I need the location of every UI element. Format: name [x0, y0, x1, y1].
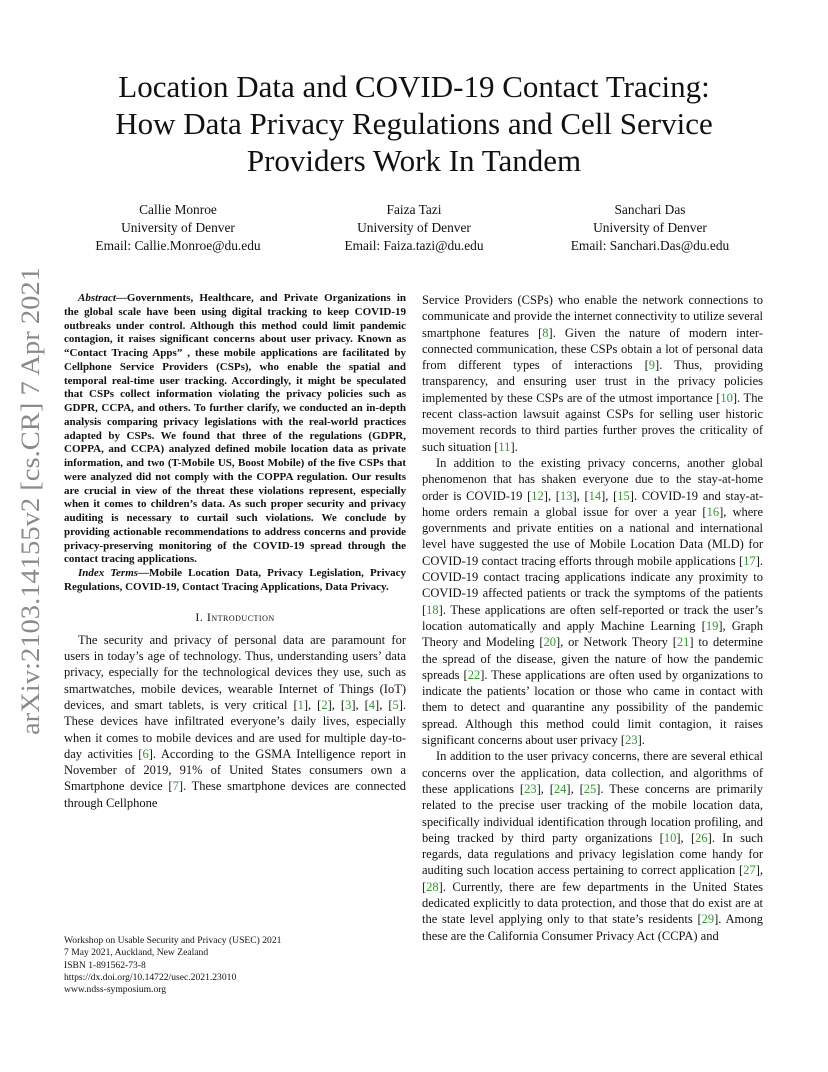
citation-link[interactable]: 12 — [531, 488, 544, 503]
citation-link[interactable]: 1 — [297, 697, 304, 712]
index-terms-label: Index Terms — [78, 567, 139, 579]
citation-link[interactable]: 28 — [426, 879, 439, 894]
citation-link[interactable]: 10 — [663, 830, 677, 845]
citation-link[interactable]: 9 — [648, 358, 656, 373]
citation-link[interactable]: 21 — [676, 635, 690, 650]
venue-footnote — [64, 935, 406, 996]
intro-paragraph-2: Service Providers (CSPs) who enable the network connections to communicate and provide the internet connectivity to utilize several smartphone features [8]. Given the nature of modern inter-connected communication, these CSPs obtain a lot of personal data from different types of interactions [9]. Thus, providing transparency, and ensuring user trust in the privacy policies implemented by these CSPs are of the utmost importance [10]. The recent class-action lawsuit against CSPs for selling user historic movement records to third parties further proves the criticality of such situation [11]. — [422, 293, 763, 454]
intro-paragraph-4: In addition to the user privacy concerns, there are several ethical concerns over the application, data collection, and algorithms of these applications [23], [24], [25]. These concerns are primarily related to the precise user tracking of the mobile location data, specifically individual identification through location profiling, and being tracked by third party organizations [10], [26]. In such regards, data regulations and privacy legislation come handy for auditing such location access pertaining to correct application [27], [28]. Currently, there are few departments in the United States dedicated explicitly to data protection, and those that do exist are at the state level applying only to that state’s residents [29]. Among these are the California Consumer Privacy Act (CCPA) and — [422, 749, 764, 943]
left-column — [64, 292, 406, 811]
title-line-2: How Data Privacy Regulations and Cell Service — [115, 106, 713, 141]
abstract — [64, 292, 406, 567]
citation-link[interactable]: 17 — [743, 553, 756, 568]
right-column — [422, 292, 763, 944]
author-affiliation: University of Denver — [357, 220, 471, 235]
intro-paragraph-1: The security and privacy of personal data are paramount for users in today’s age of technology. Thus, understanding users’ data privacy, especially for the technological devices they use, such as smartwatches, mobile devices, wearable Internet of Things (IoT) devices, and smart tablets, is very critical [1], [2], [3], [4], [5]. These devices have infiltrated everyone’s daily lives, especially when it comes to mobile devices and are used for multiple day-to-day activities [6]. According to the GSMA Intelligence report in November of 2019, 91% of United States consumers own a Smartphone device [7]. These smartphone devices are connected through Cellphone — [64, 632, 407, 810]
citation-link[interactable]: 13 — [559, 488, 573, 503]
footnote-line: ISBN 1-891562-73-8 — [64, 959, 146, 971]
footnote-doi-link[interactable]: https://dx.doi.org/10.14722/usec.2021.23010 — [64, 971, 237, 983]
citation-link[interactable]: 10 — [720, 390, 733, 405]
abstract-text: —Governments, Healthcare, and Private Organizations in the global scale have been using digital tracking to keep COVID-19 outbreaks under control. Although this method could limit pandemic contagion, it raises significant concerns about user privacy. Known as “Contact Tracing Apps” , these mobile applications are facilitated by Cellphone Service Providers (CSPs), who enable the spatial and temporal real-time user tracking. Accordingly, it might be speculated that CSPs collect information violating the privacy policies such as GDPR, CCPA, and others. To further clarify, we conducted an in-depth analysis comparing privacy legislations with the real-world practices adapted by CSPs. We found that three of the regulations (GDPR, COPPA, and CCPA) analyzed defined mobile location data as private information, and two (T-Mobile US, Boost Mobile) of the five CSPs that were analyzed did not comply with the COPPA regulation. Our results are crucial in view of the threat these violations represent, especially when it comes to children’s data. As such proper security and privacy auditing is necessary to curtail such violations. We conclude by providing actionable recommendations to address concerns and provide privacy-preserving monitoring of the COVID-19 spread through the contact tracing applications. — [64, 292, 406, 566]
title-line-3: Providers Work In Tandem — [246, 143, 582, 178]
citation-link[interactable]: 25 — [583, 781, 597, 796]
author-block — [60, 201, 768, 255]
citation-link[interactable]: 24 — [553, 781, 567, 796]
citation-link[interactable]: 19 — [705, 618, 719, 633]
citation-link[interactable]: 14 — [588, 488, 602, 503]
citation-link[interactable]: 18 — [426, 602, 439, 617]
citation-link[interactable]: 20 — [543, 635, 556, 650]
author-name: Sanchari Das — [614, 202, 686, 217]
arxiv-stamp — [8, 265, 48, 735]
author-3 — [532, 201, 768, 255]
citation-link[interactable]: 29 — [701, 912, 715, 927]
author-2 — [296, 201, 532, 255]
index-terms-text: —Mobile Location Data, Privacy Legislation, Privacy Regulations, COVID-19, Contact Tracing Applications, Data Privacy. — [64, 567, 406, 593]
section-heading-introduction — [64, 609, 406, 625]
author-email: Email: Faiza.tazi@du.edu — [344, 238, 484, 253]
index-terms — [64, 567, 406, 595]
citation-link[interactable]: 11 — [498, 439, 511, 454]
author-affiliation: University of Denver — [593, 220, 707, 235]
citation-link[interactable]: 22 — [467, 667, 481, 682]
citation-link[interactable]: 23 — [625, 733, 638, 748]
footnote-line: Workshop on Usable Security and Privacy (USEC) 2021 — [64, 935, 282, 946]
citation-link[interactable]: 2 — [321, 697, 328, 712]
citation-link[interactable]: 5 — [392, 697, 399, 712]
citation-link[interactable]: 3 — [345, 697, 352, 712]
author-1 — [60, 201, 296, 255]
footnote-website-link[interactable]: www.ndss-symposium.org — [64, 984, 167, 996]
citation-link[interactable]: 27 — [743, 863, 756, 878]
section-title: Introduction — [206, 609, 275, 624]
author-name: Faiza Tazi — [386, 202, 442, 217]
intro-paragraph-3: In addition to the existing privacy concerns, another global phenomenon that has shaken everyone due to the stay-at-home order is COVID-19 [12], [13], [14], [15]. COVID-19 and stay-at-home orders remain a global issue for over a year [16], where governments and private entities on a national and international level have suggested the use of Mobile Location Data (MLD) for COVID-19 contact tracing efforts through mobile applications [17]. COVID-19 contact tracing applications indicate any proximity to COVID-19 affected patients or track the symptoms of the patients [18]. These applications are often self-reported or track the user’s location automatically and apply Machine Learning [19], Graph Theory and Modeling [20], or Network Theory [21] to determine the spread of the disease, given the nature of how the pandemic spreads [22]. These applications are often used by organizations to indicate the patients’ location or those who came in contact with them to detect and quarantine any possibility of the pandemic spread. Although this method could limit contagion, it raises significant concerns about user privacy [23]. — [422, 455, 764, 748]
citation-link[interactable]: 6 — [142, 746, 149, 761]
footnote-line: 7 May 2021, Auckland, New Zealand — [64, 947, 209, 959]
author-email: Email: Callie.Monroe@du.edu — [95, 238, 261, 253]
author-email: Email: Sanchari.Das@du.edu — [570, 238, 730, 253]
section-number: I. — [195, 609, 204, 624]
author-affiliation: University of Denver — [121, 220, 235, 235]
citation-link[interactable]: 16 — [706, 504, 720, 519]
citation-link[interactable]: 26 — [695, 830, 708, 845]
citation-link[interactable]: 23 — [524, 781, 537, 796]
paper-title — [60, 68, 768, 179]
abstract-label: Abstract — [78, 292, 116, 304]
author-name: Callie Monroe — [139, 202, 217, 217]
arxiv-stamp-text: arXiv:2103.14155v2 [cs.CR] 7 Apr 2021 — [15, 300, 45, 735]
citation-link[interactable]: 4 — [368, 697, 376, 712]
citation-link[interactable]: 7 — [172, 779, 179, 794]
citation-link[interactable]: 8 — [542, 325, 549, 340]
citation-link[interactable]: 15 — [617, 488, 630, 503]
title-line-1: Location Data and COVID-19 Contact Tracing: — [118, 69, 710, 104]
